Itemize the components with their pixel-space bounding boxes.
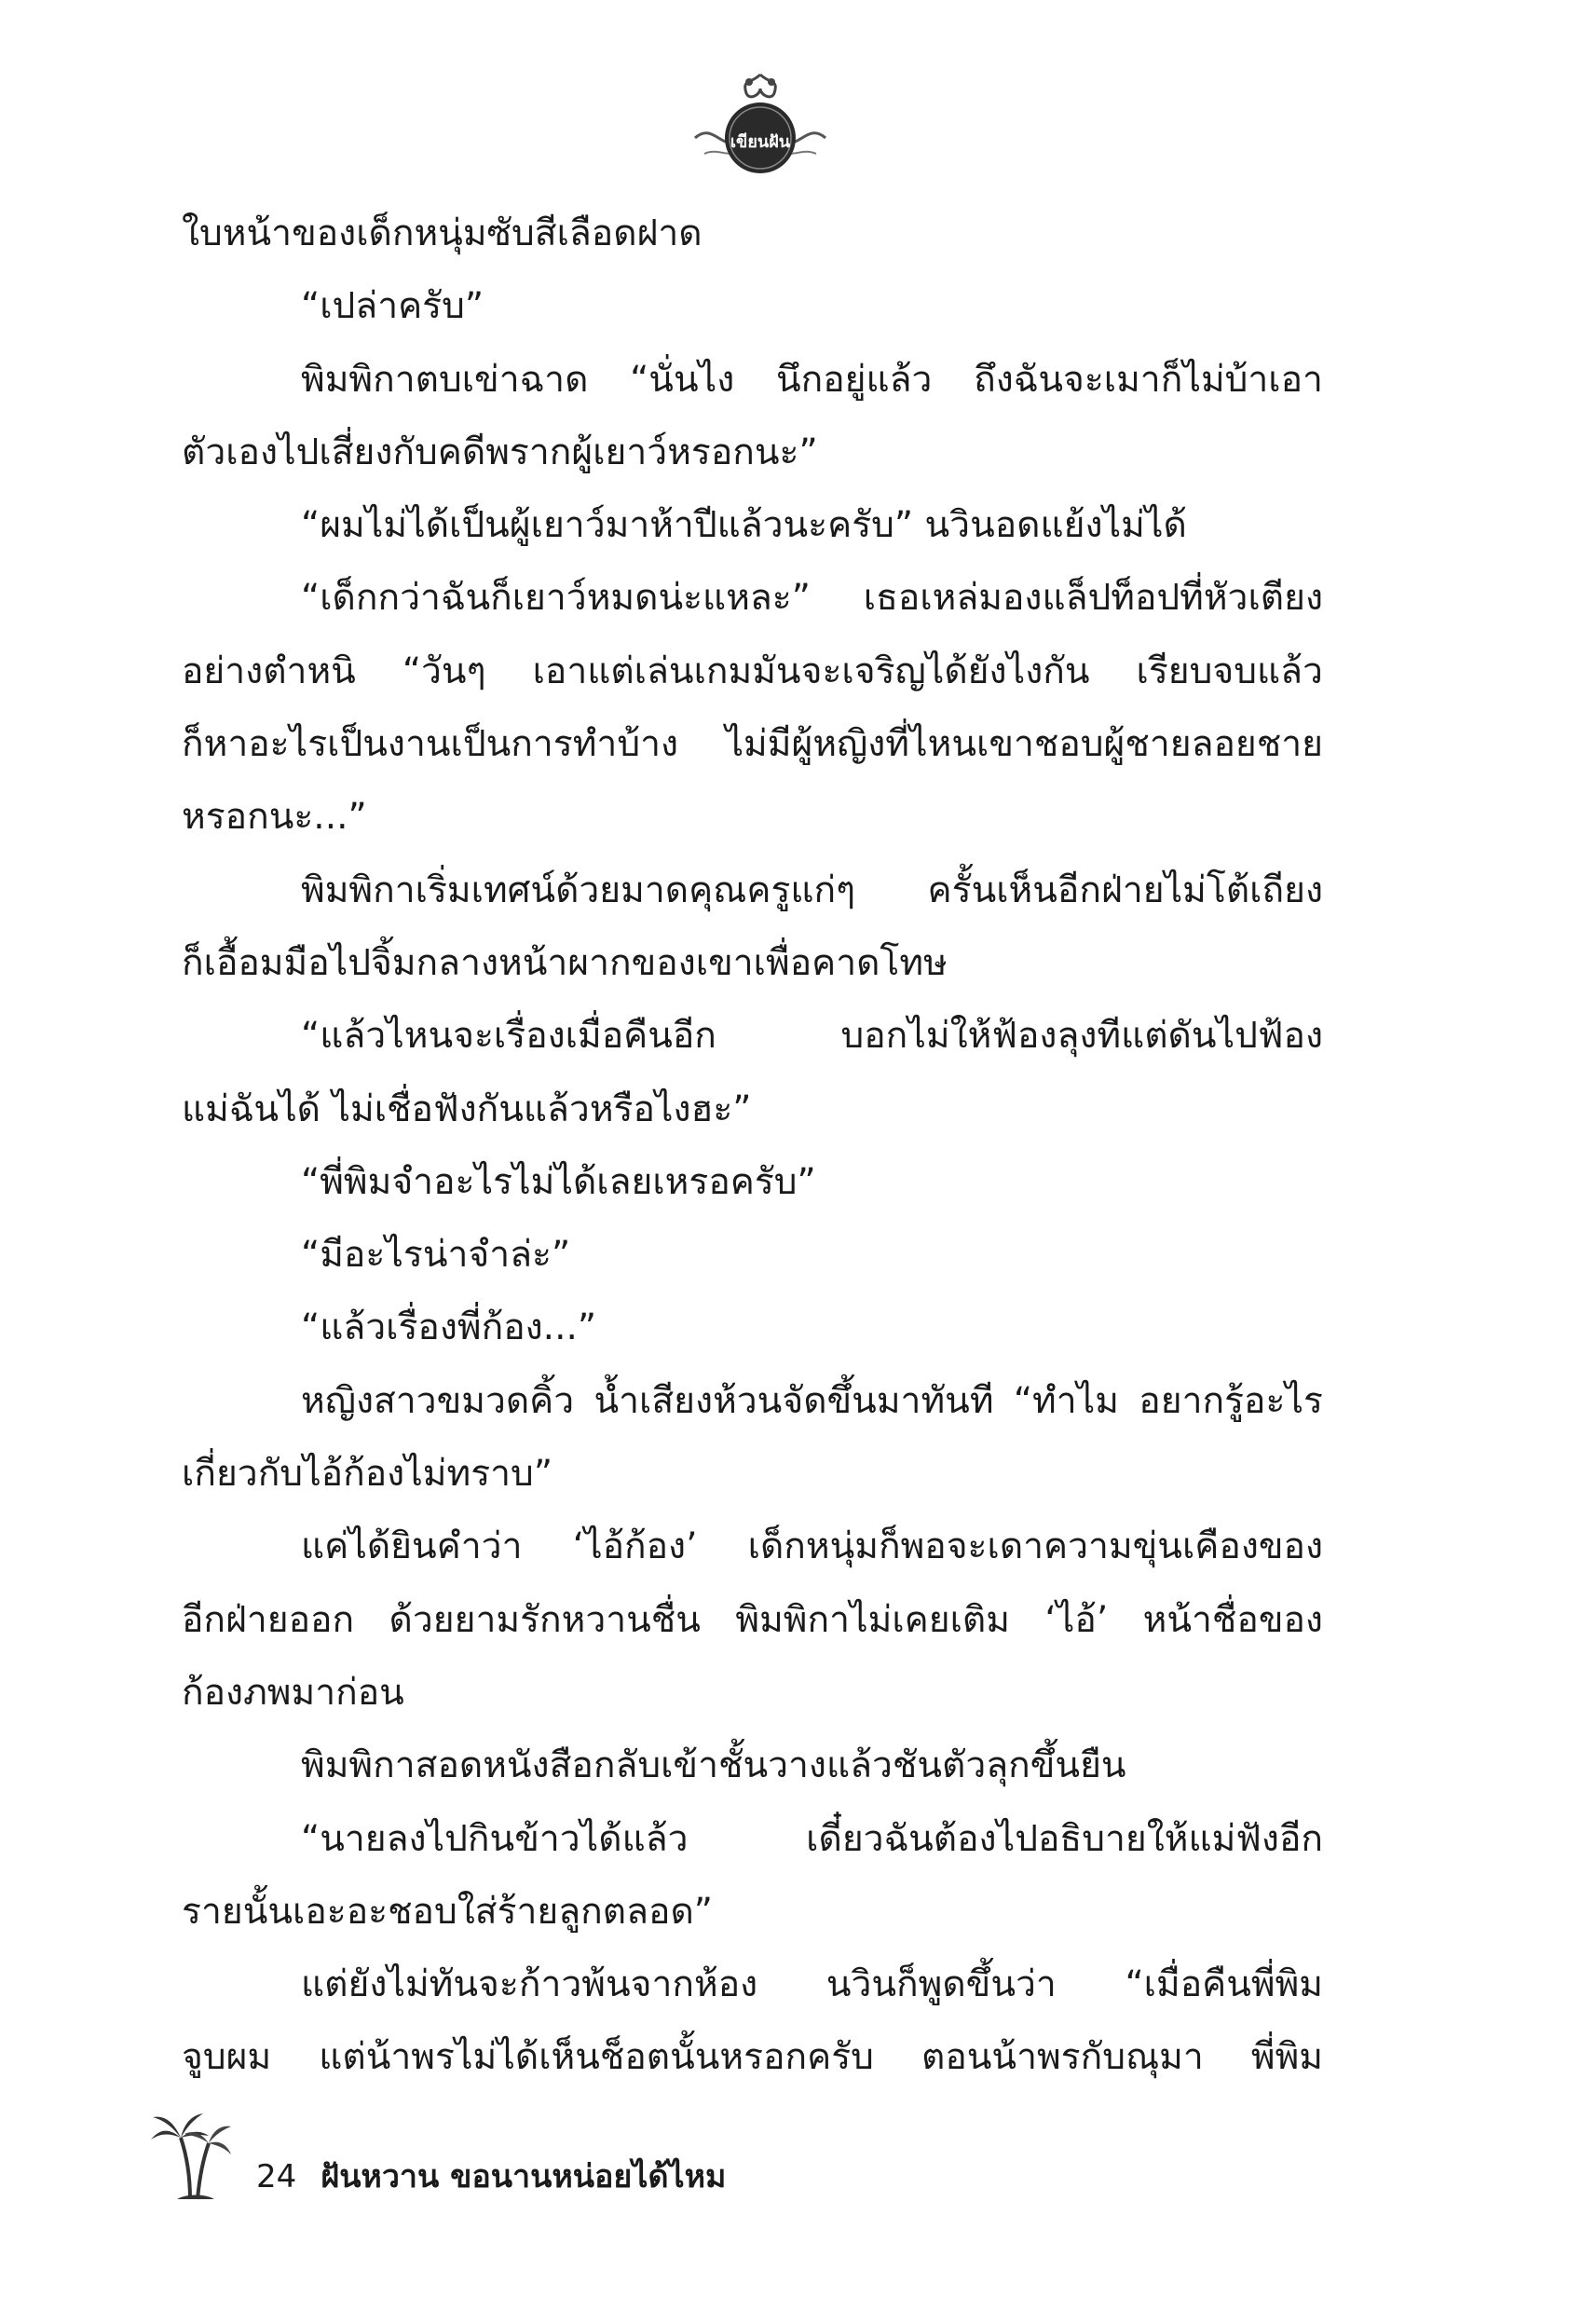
text-word: “แล้วไหนจะเรื่องเมื่อคืนอีก bbox=[301, 1015, 716, 1058]
text-line-content: รายนั้นเอะอะชอบใส่ร้ายลูกตลอด” bbox=[182, 1890, 713, 1933]
text-line-content: “เปล่าครับ” bbox=[301, 285, 484, 328]
text-line bbox=[182, 1803, 1323, 1876]
text-line bbox=[182, 344, 1323, 417]
book-title: ฝันหวาน ขอนานหน่อยได้ไหม bbox=[321, 2158, 727, 2195]
text-line bbox=[182, 1876, 1323, 1949]
text-word: แค่ได้ยินคำว่า bbox=[301, 1525, 523, 1568]
text-word: “ทำไม bbox=[1013, 1379, 1119, 1422]
text-word: เอาแต่เล่นเกมมันจะเจริญได้ยังไงกัน bbox=[532, 650, 1090, 692]
text-word: พี่พิม bbox=[1250, 2036, 1323, 2079]
text-line bbox=[182, 562, 1323, 635]
text-line-content: ก้องภพมาก่อน bbox=[182, 1671, 404, 1714]
text-line-content: ก็เอื้อมมือไปจิ้มกลางหน้าผากของเขาเพื่อคาดโทษ bbox=[182, 941, 948, 984]
text-word: อยากรู้อะไร bbox=[1139, 1379, 1323, 1422]
text-line bbox=[182, 1949, 1323, 2021]
text-word: นวินก็พูดขึ้นว่า bbox=[825, 1963, 1057, 2006]
text-line bbox=[182, 636, 1323, 708]
text-word: อีกฝ่ายออก bbox=[182, 1598, 355, 1641]
text-word: นึกอยู่แล้ว bbox=[775, 358, 933, 401]
page-number: 24 bbox=[256, 2158, 297, 2195]
page-footer bbox=[149, 2108, 988, 2201]
text-line bbox=[182, 198, 1323, 270]
text-word: พิมพิกาตบเข่าฉาด bbox=[301, 358, 589, 401]
text-word: แต่ยังไม่ทันจะก้าวพ้นจากห้อง bbox=[301, 1963, 758, 2006]
text-word: ด้วยยามรักหวานชื่น bbox=[389, 1598, 701, 1641]
text-word: “วันๆ bbox=[402, 650, 486, 692]
text-word: จูบผม bbox=[182, 2036, 272, 2079]
text-line-content: ใบหน้าของเด็กหนุ่มซับสีเลือดฝาด bbox=[182, 212, 703, 254]
text-line bbox=[182, 781, 1323, 854]
text-word: พิมพิกาไม่เคยเติม bbox=[735, 1598, 1010, 1641]
text-line bbox=[182, 2021, 1323, 2094]
text-line bbox=[182, 1219, 1323, 1292]
text-word: “เด็กกว่าฉันก็เยาว์หมดน่ะแหละ” bbox=[301, 577, 811, 620]
text-line-content: พิมพิกาสอดหนังสือกลับเข้าชั้นวางแล้วชันตัวลุกขึ้นยืน bbox=[301, 1744, 1126, 1787]
text-word: ถึงฉันจะเมาก็ไม่บ้าเอา bbox=[974, 358, 1323, 401]
text-line bbox=[182, 1000, 1323, 1073]
text-line bbox=[182, 1657, 1323, 1730]
text-line bbox=[182, 708, 1323, 781]
text-word: บอกไม่ให้ฟ้องลุงทีแต่ดันไปฟ้อง bbox=[840, 1015, 1323, 1058]
text-line bbox=[182, 1511, 1323, 1583]
text-word: หน้าชื่อของ bbox=[1142, 1598, 1323, 1641]
text-word: เธอเหล่มองแล็ปท็อปที่หัวเตียง bbox=[863, 577, 1323, 620]
body-text bbox=[182, 198, 1323, 2095]
text-line-content: เกี่ยวกับไอ้ก้องไม่ทราบ” bbox=[182, 1453, 553, 1496]
text-line bbox=[182, 1146, 1323, 1219]
text-word: หญิงสาวขมวดคิ้ว bbox=[301, 1379, 575, 1422]
text-word: ตอนน้าพรกับณุมา bbox=[921, 2036, 1204, 2079]
text-word: ‘ไอ้ก้อง’ bbox=[572, 1525, 698, 1568]
text-word: “นายลงไปกินข้าวได้แล้ว bbox=[301, 1817, 689, 1860]
text-line-content: แม่ฉันได้ ไม่เชื่อฟังกันแล้วหรือไงฮะ” bbox=[182, 1087, 752, 1130]
text-line-content: ตัวเองไปเสี่ยงกับคดีพรากผู้เยาว์หรอกนะ” bbox=[182, 431, 818, 473]
text-word: ก็หาอะไรเป็นงานเป็นการทำบ้าง bbox=[182, 723, 679, 766]
text-line bbox=[182, 855, 1323, 927]
text-line bbox=[182, 1073, 1323, 1146]
logo-text: เขียนฝัน bbox=[730, 132, 791, 152]
text-line bbox=[182, 1292, 1323, 1364]
text-line bbox=[182, 927, 1323, 1000]
text-line bbox=[182, 417, 1323, 489]
text-word: แต่น้าพรไม่ได้เห็นช็อตนั้นหรอกครับ bbox=[319, 2036, 874, 2079]
text-word: “เมื่อคืนพี่พิม bbox=[1125, 1963, 1323, 2006]
text-line-content: “แล้วเรื่องพี่ก้อง...” bbox=[301, 1306, 597, 1349]
text-line bbox=[182, 1365, 1323, 1438]
footer-text bbox=[256, 2151, 726, 2201]
text-line-content: หรอกนะ...” bbox=[182, 796, 367, 839]
palm-tree-icon bbox=[149, 2108, 233, 2201]
text-word: ไม่มีผู้หญิงที่ไหนเขาชอบผู้ชายลอยชาย bbox=[725, 723, 1323, 766]
text-word: ครั้นเห็นอีกฝ่ายไม่โต้เถียง bbox=[927, 868, 1323, 911]
text-word: พิมพิกาเริ่มเทศน์ด้วยมาดคุณครูแก่ๆ bbox=[301, 868, 856, 911]
text-line bbox=[182, 270, 1323, 343]
text-line bbox=[182, 1584, 1323, 1657]
text-word: เรียบจบแล้ว bbox=[1136, 650, 1323, 692]
text-word: “นั่นไง bbox=[630, 358, 735, 401]
text-line bbox=[182, 1730, 1323, 1802]
text-line bbox=[182, 489, 1323, 562]
text-line bbox=[182, 1438, 1323, 1511]
text-word: ‘ไอ้’ bbox=[1044, 1598, 1109, 1641]
text-word: น้ำเสียงห้วนจัดขึ้นมาทันที bbox=[593, 1379, 994, 1422]
text-line-content: “มีอะไรน่าจำล่ะ” bbox=[301, 1234, 571, 1277]
publisher-logo-icon bbox=[686, 65, 835, 177]
text-word: เด็กหนุ่มก็พอจะเดาความขุ่นเคืองของ bbox=[747, 1525, 1323, 1568]
text-word: อย่างตำหนิ bbox=[182, 650, 356, 692]
text-line-content: “พี่พิมจำอะไรไม่ได้เลยเหรอครับ” bbox=[301, 1160, 816, 1203]
text-line-content: “ผมไม่ได้เป็นผู้เยาว์มาห้าปีแล้วนะครับ” นวินอดแย้งไม่ได้ bbox=[301, 504, 1187, 547]
text-word: เดี๋ยวฉันต้องไปอธิบายให้แม่ฟังอีก bbox=[806, 1817, 1323, 1860]
